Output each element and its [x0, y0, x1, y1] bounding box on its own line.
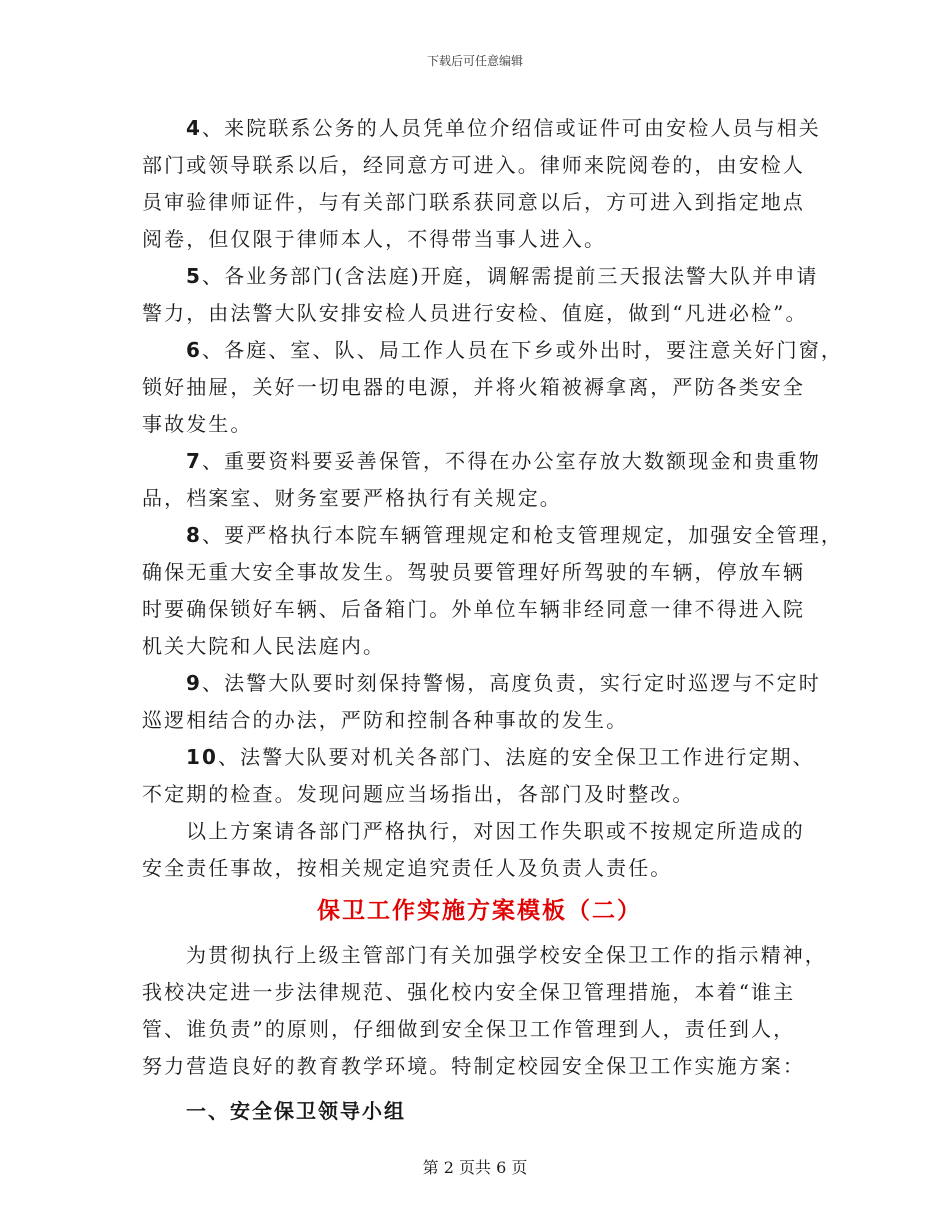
- intro-paragraph: 为贯彻执行上级主管部门有关加强学校安全保卫工作的指示精神， 我校决定进一步法律规范、强化校内安全保卫管理措施，本着“谁主 管、谁负责”的原则，仔细做到安全保卫工作管理到人，责任到人， 努力营造良好的教育教学环境。特制定校园安全保卫工作实施方案：: [142, 943, 827, 1078]
- item-number: 7: [186, 449, 203, 473]
- item-number: 10: [186, 745, 219, 769]
- paragraph-item-10: 10、法警大队要对机关各部门、法庭的安全保卫工作进行定期、 不定期的检查。发现问题应当场指出，各部门及时整改。: [142, 745, 815, 806]
- paragraph-item-8: 8、要严格执行本院车辆管理规定和枪支管理规定，加强安全管理， 确保无重大安全事故发生。驾驶员要管理好所驾驶的车辆，停放车辆 时要确保锁好车辆、后备箱门。外单位车辆非经同意一律不得进入院 机关大院和人民法庭内。: [142, 523, 843, 658]
- paragraph-item-4: 4、来院联系公务的人员凭单位介绍信或证件可由安检人员与相关 部门或领导联系以后，经同意方可进入。律师来院阅卷的，由安检人 员审验律师证件，与有关部门联系获同意以后，方可进入到指定地点 阅卷，但仅限于律师本人，不得带当事人进入。: [142, 116, 821, 251]
- closing-paragraph: 以上方案请各部门严格执行，对因工作失职或不按规定所造成的 安全责任事故，按相关规定追究责任人及负责人责任。: [142, 819, 805, 880]
- document-body: [142, 110, 843, 1130]
- page-number: 第 2 页共 6 页: [422, 1158, 528, 1177]
- section-title: 保卫工作实施方案模板（二）: [317, 898, 642, 924]
- subheading-leadership-group: 一、安全保卫领导小组: [186, 1099, 406, 1123]
- header-note: 下载后可任意编辑: [426, 54, 523, 68]
- item-number: 4: [186, 116, 203, 140]
- paragraph-item-7: 7、重要资料要妥善保管，不得在办公室存放大数额现金和贵重物 品，档案室、财务室要严格执行有关规定。: [142, 449, 821, 510]
- item-number: 8: [186, 523, 203, 547]
- item-number: 5: [186, 264, 203, 288]
- paragraph-item-5: 5、各业务部门(含法庭)开庭，调解需提前三天报法警大队并申请 警力，由法警大队安排安检人员进行安检、值庭，做到“凡进必检”。: [142, 264, 819, 325]
- paragraph-item-9: 9、法警大队要时刻保持警惕，高度负责，实行定时巡逻与不定时 巡逻相结合的办法，严防和控制各种事故的发生。: [142, 671, 821, 732]
- paragraph-item-6: 6、各庭、室、队、局工作人员在下乡或外出时，要注意关好门窗， 锁好抽屉，关好一切电器的电源，并将火箱被褥拿离，严防各类安全 事故发生。: [142, 338, 843, 436]
- item-number: 9: [186, 671, 203, 695]
- item-number: 6: [186, 338, 203, 362]
